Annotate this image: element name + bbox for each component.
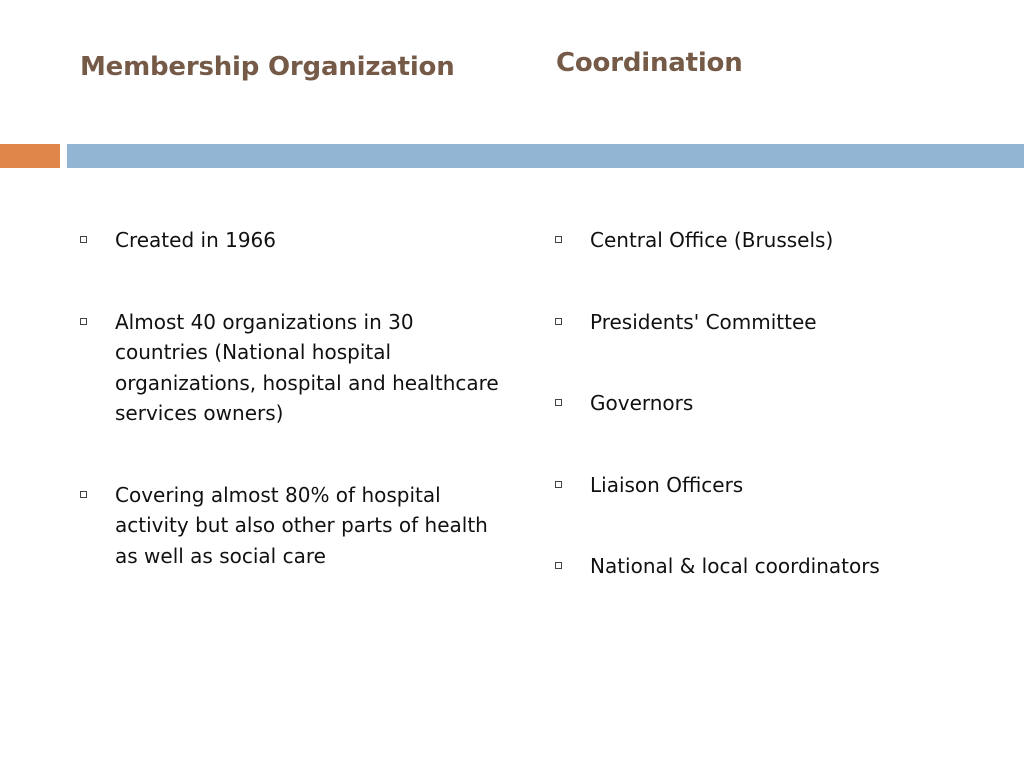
list-item bbox=[555, 470, 995, 501]
hollow-square-bullet-icon bbox=[555, 236, 562, 243]
hollow-square-bullet-icon bbox=[555, 481, 562, 488]
list-item bbox=[555, 225, 995, 256]
bullet-text: Governors bbox=[590, 391, 694, 415]
list-item bbox=[80, 480, 500, 572]
right-column-title: Coordination bbox=[556, 48, 743, 78]
bullet-text: Presidents' Committee bbox=[590, 309, 817, 334]
bullet-text: Covering almost 80% of hospital activity but also other parts of health as well as social care bbox=[115, 482, 488, 568]
blue-divider-bar bbox=[67, 144, 1024, 168]
orange-accent-bar bbox=[0, 144, 60, 168]
bullet-text: National & local coordinators bbox=[590, 554, 880, 578]
list-item bbox=[80, 307, 500, 429]
hollow-square-bullet-icon bbox=[80, 236, 87, 243]
list-item bbox=[80, 225, 500, 256]
bullet-text: Central Office (Brussels) bbox=[590, 228, 834, 252]
hollow-square-bullet-icon bbox=[80, 318, 87, 325]
bullet-text: Liaison Officers bbox=[590, 472, 744, 497]
list-item bbox=[555, 388, 995, 419]
right-bullet-list bbox=[555, 225, 995, 633]
hollow-square-bullet-icon bbox=[555, 562, 562, 569]
list-item bbox=[555, 551, 995, 582]
left-column-title: Membership Organization bbox=[80, 52, 455, 82]
bullet-text: Almost 40 organizations in 30 countries (National hospital organizations, hospital and healthcare services owners) bbox=[115, 309, 499, 425]
hollow-square-bullet-icon bbox=[555, 399, 562, 406]
hollow-square-bullet-icon bbox=[80, 491, 87, 498]
hollow-square-bullet-icon bbox=[555, 318, 562, 325]
left-bullet-list bbox=[80, 225, 500, 622]
list-item bbox=[555, 307, 995, 338]
bullet-text: Created in 1966 bbox=[115, 228, 276, 252]
